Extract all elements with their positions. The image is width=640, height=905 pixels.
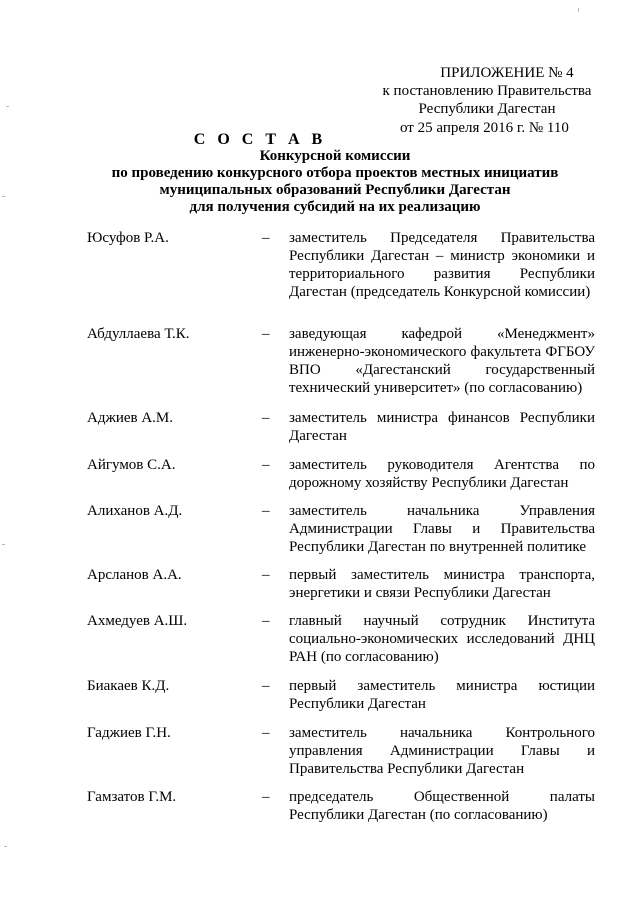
member-name: Абдуллаева Т.К.	[87, 326, 190, 342]
member-role: первый заместитель министра юстиции Республики Дагестан	[289, 678, 595, 712]
scan-mark	[578, 8, 579, 12]
annex-republic: Республики Дагестан	[418, 101, 556, 117]
member-role: заместитель министра финансов Республики Дагестан	[289, 410, 595, 444]
annex-resolution: к постановлению Правительства	[382, 83, 592, 99]
member-name: Арсланов А.А.	[87, 567, 182, 583]
dash-separator: –	[262, 326, 270, 342]
dash-separator: –	[262, 503, 270, 519]
member-role: заместитель начальника Контрольного управления Администрации Главы и Правительства Республики Дагестан	[289, 725, 595, 777]
scan-mark	[6, 106, 9, 107]
title-line-2: по проведению конкурсного отбора проектов местных инициатив	[111, 165, 559, 181]
member-name: Гамзатов Г.М.	[87, 789, 177, 805]
member-name: Юсуфов Р.А.	[87, 230, 169, 246]
member-role: заместитель Председателя Правительства Республики Дагестан – министр экономики и территориального развития Республики Дагестан (председатель Конкурсной комиссии)	[289, 230, 595, 300]
title-line-3: муниципальных образований Республики Дагестан	[159, 182, 511, 198]
dash-separator: –	[262, 567, 270, 583]
scan-mark	[4, 846, 7, 847]
scan-mark	[2, 196, 5, 197]
title-heading: С О С Т А В	[193, 131, 327, 148]
member-name: Биакаев К.Д.	[87, 678, 170, 694]
dash-separator: –	[262, 457, 270, 473]
dash-separator: –	[262, 725, 270, 741]
annex-date: от 25 апреля 2016 г. № 110	[400, 120, 569, 136]
member-role: заместитель руководителя Агентства по дорожному хозяйству Республики Дагестан	[289, 457, 595, 491]
annex-number: ПРИЛОЖЕНИЕ № 4	[440, 65, 574, 81]
member-role: главный научный сотрудник Института социально-экономических исследований ДНЦ РАН (по согласованию)	[289, 613, 595, 665]
title-line-1: Конкурсной комиссии	[259, 148, 411, 164]
dash-separator: –	[262, 678, 270, 694]
member-name: Гаджиев Г.Н.	[87, 725, 171, 741]
title-line-4: для получения субсидий на их реализацию	[189, 199, 481, 215]
annex-header	[382, 64, 592, 137]
member-name: Айгумов С.А.	[87, 457, 176, 473]
member-name: Ахмедуев А.Ш.	[87, 613, 188, 629]
member-role: председатель Общественной палаты Республики Дагестан (по согласованию)	[289, 789, 595, 823]
member-role: заведующая кафедрой «Менеджмент» инженерно-экономического факультета ФГБОУ ВПО «Дагестанский государственный технический университет» (по согласованию)	[289, 326, 595, 396]
dash-separator: –	[262, 789, 270, 805]
member-role: заместитель начальника Управления Администрации Главы и Правительства Республики Дагестан по внутренней политике	[289, 503, 595, 555]
dash-separator: –	[262, 230, 270, 246]
member-name: Аджиев А.М.	[87, 410, 174, 426]
scan-mark	[2, 544, 5, 545]
document-title	[70, 131, 600, 216]
dash-separator: –	[262, 410, 270, 426]
member-name: Алиханов А.Д.	[87, 503, 183, 519]
dash-separator: –	[262, 613, 270, 629]
member-role: первый заместитель министра транспорта, энергетики и связи Республики Дагестан	[289, 567, 595, 601]
